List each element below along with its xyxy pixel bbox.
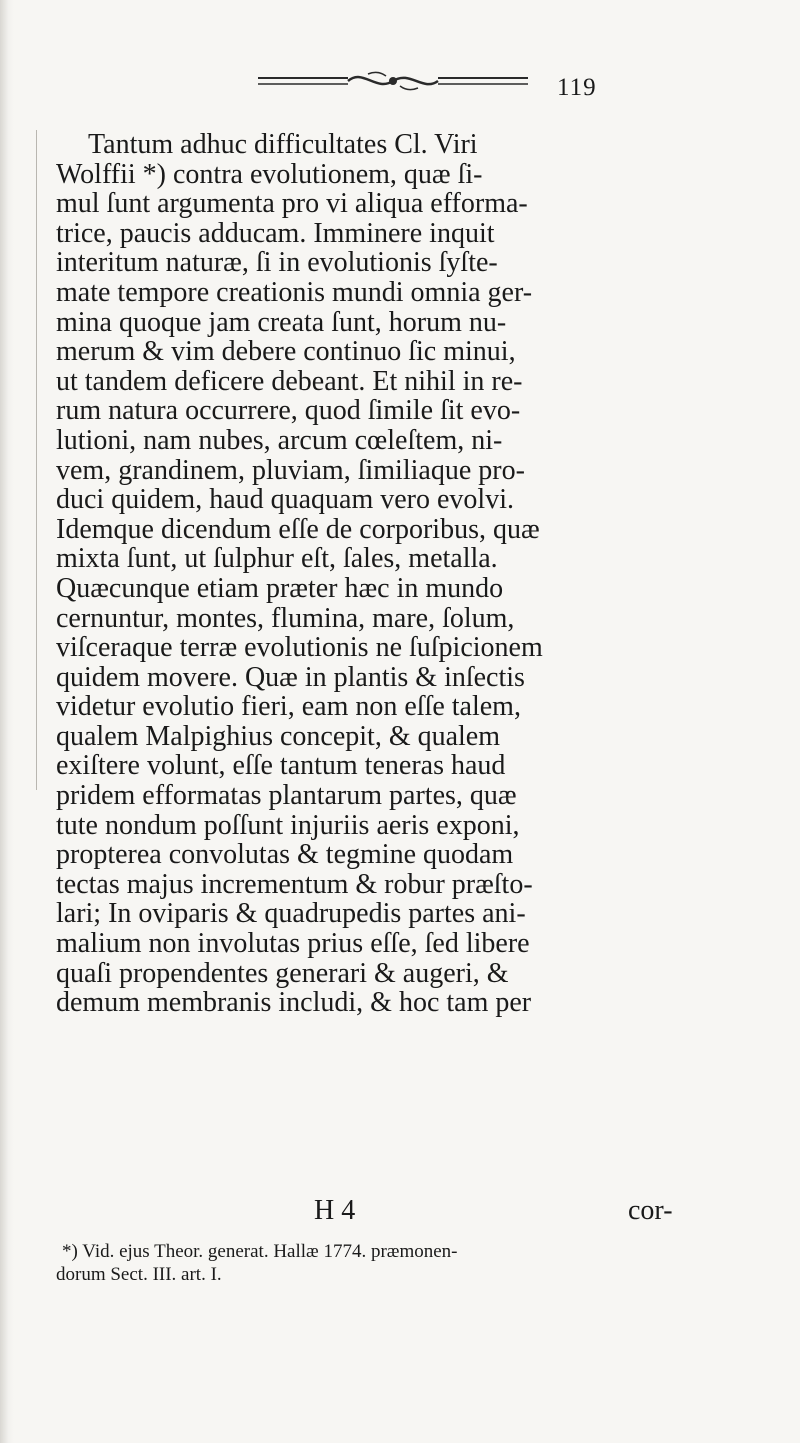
text-line: quidem movere. Quæ in plantis & inſectis (56, 661, 525, 693)
text-line: ut tandem deficere debeant. Et nihil in re- (56, 365, 523, 397)
text-line: lutioni, nam nubes, arcum cœleſtem, ni- (56, 424, 503, 456)
catchword: cor- (628, 1195, 673, 1226)
text-line: quaſi propendentes generari & augeri, & (56, 957, 509, 989)
text-line: mina quoque jam creata ſunt, horum nu- (56, 306, 507, 338)
text-line: malium non involutas prius eſſe, ſed libere (56, 928, 530, 960)
text-line: Quæcunque etiam præter hæc in mundo (56, 572, 504, 604)
text-line: interitum naturæ, ſi in evolutionis ſyſte- (56, 247, 498, 279)
header-ornament (258, 70, 528, 94)
text-line: exiſtere volunt, eſſe tantum teneras haud (56, 750, 506, 782)
page-edge-shadow (0, 0, 14, 1443)
text-line: mul ſunt argumenta pro vi aliqua efforma- (56, 188, 528, 220)
signature-mark: H 4 (314, 1195, 356, 1226)
text-line: Wolffii *) contra evolutionem, quæ ſi- (56, 158, 483, 190)
body-text (56, 130, 746, 1018)
margin-rule (36, 130, 37, 790)
text-line: Idemque dicendum eſſe de corporibus, quæ (56, 513, 540, 545)
page-number: 119 (557, 74, 597, 101)
text-line: viſceraque terræ evolutionis ne ſuſpicionem (56, 632, 543, 664)
text-line: Tantum adhuc difficultates Cl. Viri (88, 129, 478, 160)
text-line: merum & vim debere continuo ſic minui, (56, 336, 516, 368)
footnote (56, 1240, 746, 1286)
text-line: pridem efformatas plantarum partes, quæ (56, 780, 517, 812)
text-line: tute nondum poſſunt injuriis aeris exponi, (56, 809, 520, 841)
text-line: videtur evolutio fieri, eam non eſſe talem, (56, 691, 521, 723)
text-line: cernuntur, montes, flumina, mare, ſolum, (56, 602, 515, 634)
text-line: demum membranis includi, & hoc tam per (56, 987, 532, 1019)
text-line: propterea convolutas & tegmine quodam (56, 839, 514, 871)
text-line: mate tempore creationis mundi omnia ger- (56, 276, 533, 308)
text-line: qualem Malpighius concepit, & qualem (56, 720, 501, 752)
text-line: mixta ſunt, ut ſulphur eſt, ſales, metalla. (56, 543, 498, 575)
text-line: lari; In oviparis & quadrupedis partes ani- (56, 898, 526, 930)
signature-row (56, 1195, 746, 1227)
footnote-line: *) Vid. ejus Theor. generat. Hallæ 1774. præmonen- (62, 1241, 458, 1262)
text-line: tectas majus incrementum & robur præſto- (56, 868, 533, 900)
text-line: rum natura occurrere, quod ſimile ſit evo- (56, 395, 521, 427)
footnote-line: dorum Sect. III. art. I. (56, 1264, 222, 1285)
text-line: duci quidem, haud quaquam vero evolvi. (56, 484, 514, 516)
text-line: vem, grandinem, pluviam, ſimiliaque pro- (56, 454, 525, 486)
text-line: trice, paucis adducam. Imminere inquit (56, 217, 495, 249)
